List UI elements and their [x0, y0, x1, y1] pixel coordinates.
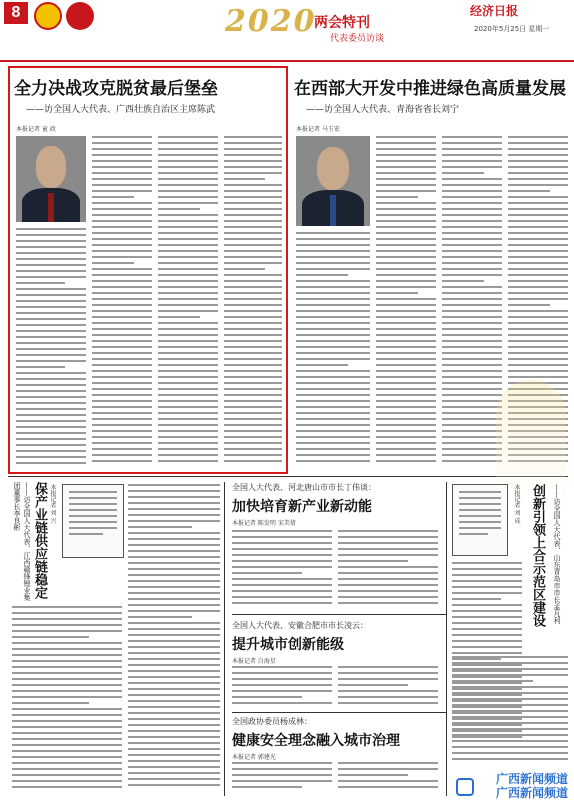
article-7-body-col1 [452, 656, 568, 764]
article-3-body-col0 [12, 606, 122, 794]
article-3-body-col1 [128, 484, 220, 794]
article-2-subtitle: ——访全国人大代表、青海省省长刘宁 [306, 105, 460, 115]
article-6-byline: 本报记者 郭建光 [232, 754, 276, 761]
article-6-title: 健康安全理念融入城市治理 [232, 733, 400, 749]
article-5-kicker: 全国人大代表、安徽合肥市市长凌云： [232, 621, 368, 630]
article-7-pullquote [452, 484, 508, 556]
article-4-title: 加快培育新产业新动能 [232, 499, 372, 515]
article-1-subtitle: ——访全国人大代表、广西壮族自治区主席陈武 [26, 105, 216, 115]
section-divider-2 [232, 614, 446, 615]
article-1-body-col0 [16, 228, 86, 466]
article-2-body-col1 [376, 136, 436, 468]
article-1-body-col2 [158, 136, 218, 466]
column-rule [224, 482, 225, 796]
article-2-body-col2 [442, 136, 502, 468]
special-title: 两会特刊 [314, 15, 370, 31]
header-rule [0, 60, 574, 62]
page-number: 8 [4, 2, 28, 24]
watermark [496, 772, 568, 800]
article-4-body-col1 [338, 530, 438, 610]
watermark-line-1: 广西新闻频道 [495, 772, 568, 786]
national-emblem-icon [34, 2, 62, 30]
column-rule-2 [446, 482, 447, 796]
article-1-body-col3 [224, 136, 282, 466]
article-1-byline: 本报记者 童 政 [16, 126, 56, 133]
article-3-title: 保产业链供应链稳定 [32, 482, 47, 599]
article-2-title: 在西部大开发中推进绿色高质量发展 [294, 79, 566, 99]
article-4-body-col0 [232, 530, 332, 610]
article-7-subtitle: ——访全国人大代表、山东青岛市市长孟凡利 [553, 484, 561, 624]
article-2-photo [296, 136, 370, 226]
article-1-photo [16, 136, 86, 222]
article-3-pullquote [62, 484, 124, 558]
article-6-body-col1 [338, 762, 438, 796]
channel-logo-icon [456, 778, 474, 796]
article-2-body-col0 [296, 232, 370, 468]
section-divider-3 [232, 712, 446, 713]
article-7-byline: 本报记者 刘 成 [513, 484, 520, 524]
article-2-byline: 本报记者 马玉宏 [296, 126, 340, 133]
party-emblem-icon [66, 2, 94, 30]
article-5-title: 提升城市创新能级 [232, 637, 344, 653]
article-5-byline: 本报记者 白海星 [232, 658, 276, 665]
article-3-byline: 本报记者 刘 兴 [49, 484, 56, 524]
section-divider [8, 476, 568, 477]
dateline: 2020年5月25日 星期一 [474, 25, 550, 33]
article-1-title: 全力决战攻克脱贫最后堡垒 [14, 79, 218, 99]
article-1-body-col1 [92, 136, 152, 466]
article-4-kicker: 全国人大代表、河北唐山市市长丁伟谈： [232, 483, 376, 492]
special-subtitle: 代表委员访谈 [330, 34, 385, 44]
article-5-body-col0 [232, 666, 332, 710]
watermark-line-2: 广西新闻频道 [495, 786, 568, 800]
article-6-body-col0 [232, 762, 332, 796]
article-6-kicker: 全国政协委员杨成林： [232, 717, 312, 726]
article-3-subtitle: ——访全国人大代表、江西赣锋锂业集团董事长李良彬 [13, 482, 31, 601]
article-7-title: 创新引领上合示范区建设 [530, 484, 545, 627]
article-4-byline: 本报记者 陈发明 宋美倩 [232, 520, 296, 527]
article-5-body-col1 [338, 666, 438, 710]
year-banner: 2020 [225, 4, 317, 39]
masthead: 经济日报 [470, 4, 519, 18]
